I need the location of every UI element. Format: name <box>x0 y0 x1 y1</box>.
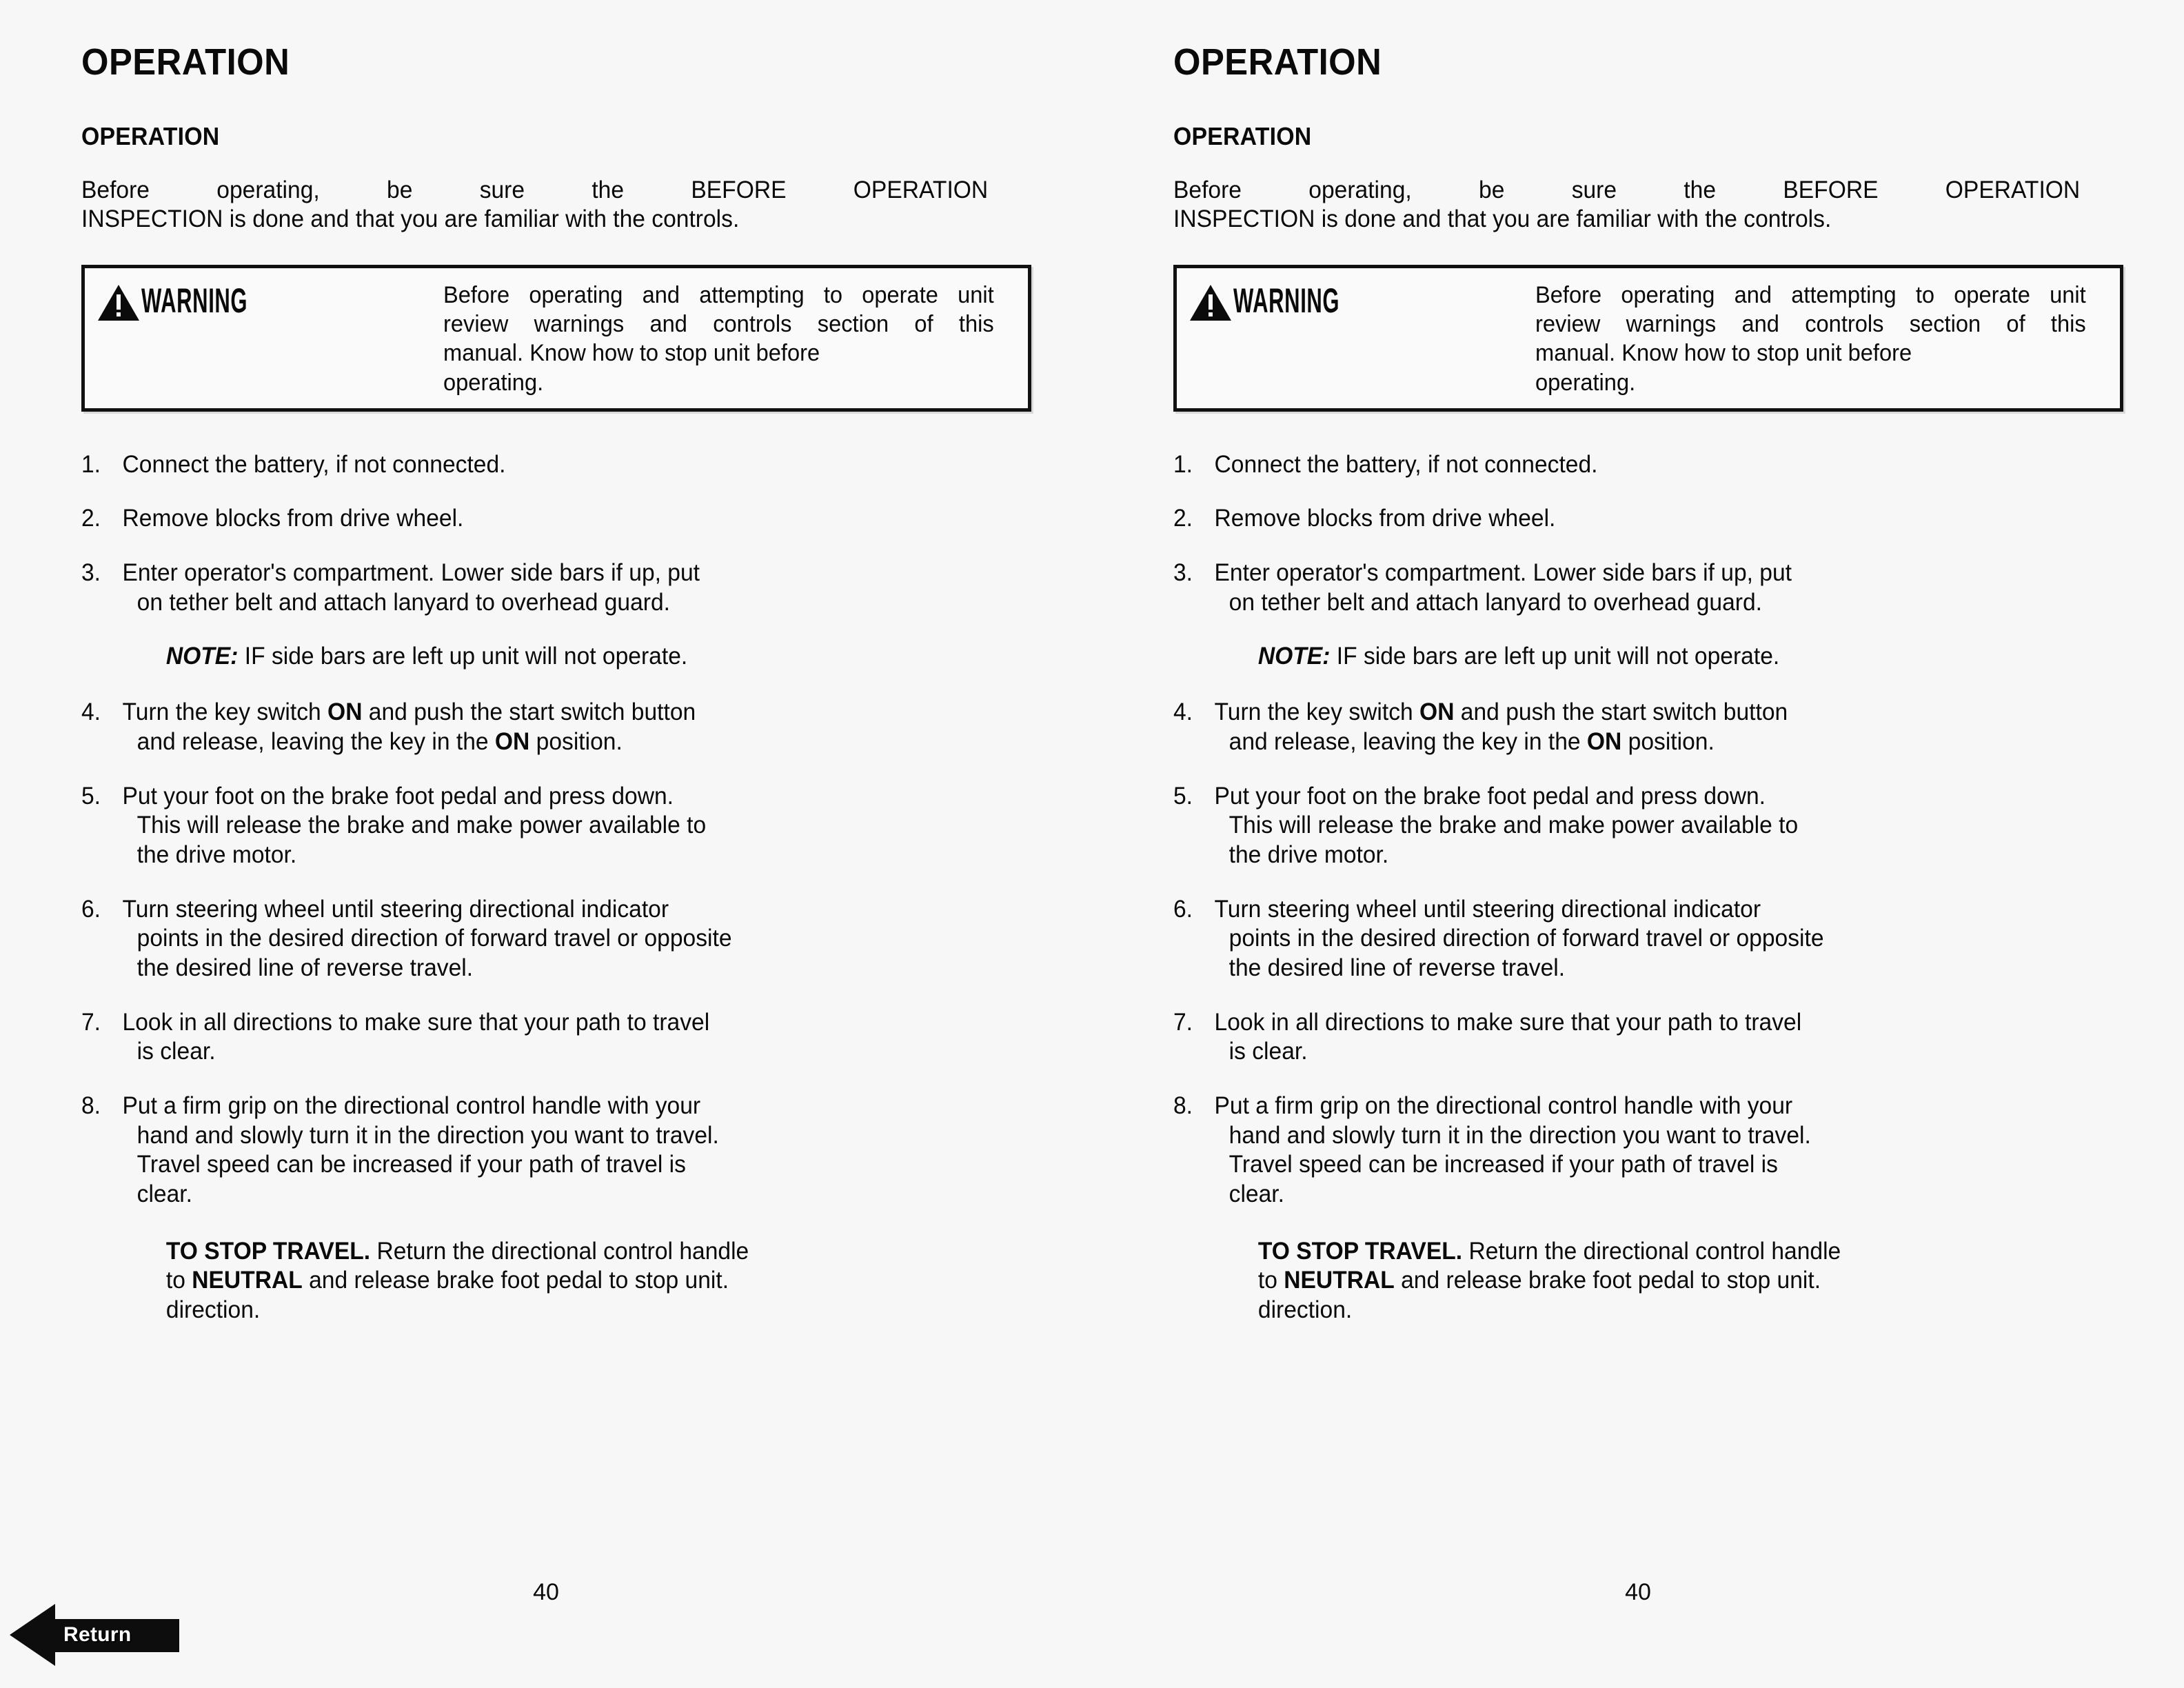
emphasis-text: ON <box>494 727 530 755</box>
chapter-title: OPERATION <box>81 41 290 83</box>
warning-label-group <box>1189 278 1535 322</box>
step-line: Put your foot on the brake foot pedal and press down. <box>1214 782 1766 810</box>
warning-text <box>1535 278 2086 397</box>
step-line: on tether belt and attach lanyard to overhead guard. <box>136 588 670 616</box>
list-item <box>1173 559 2100 617</box>
steps-list <box>1173 450 2138 1209</box>
note-text: IF side bars are left up unit will not operate. <box>1330 643 1780 670</box>
warning-line-3: manual. Know how to stop unit before <box>1535 340 1912 367</box>
list-item <box>1173 895 2100 983</box>
emphasis-text: ON <box>327 699 363 726</box>
warning-text <box>443 278 994 397</box>
stop-line-2-pre: to <box>165 1267 192 1294</box>
page-column-right <box>1092 0 2184 1688</box>
note-paragraph <box>1173 642 2100 672</box>
step-line: Connect the battery, if not connected. <box>122 450 506 478</box>
step-line <box>123 727 1008 757</box>
run-text: and push the start switch button <box>1454 699 1788 726</box>
step-line: points in the desired direction of forward travel or opposite <box>1228 925 1824 952</box>
list-item <box>1173 504 2100 534</box>
stop-line-2-rest: and release brake foot pedal to stop unit. <box>302 1267 729 1294</box>
warning-word: WARNING <box>141 281 248 321</box>
stop-heading: TO STOP TRAVEL. <box>165 1237 371 1265</box>
page-number: 40 <box>533 1579 559 1605</box>
warning-box <box>1173 265 2123 412</box>
return-button[interactable] <box>10 1594 181 1676</box>
step-line: is clear. <box>1228 1038 1308 1065</box>
warning-triangle-icon <box>97 283 140 322</box>
step-line: Look in all directions to make sure that your path to travel <box>122 1008 710 1036</box>
step-line: Remove blocks from drive wheel. <box>122 505 464 532</box>
run-text: and release, leaving the key in the <box>136 727 495 755</box>
run-text: and push the start switch button <box>362 699 696 726</box>
list-item <box>1173 450 2100 480</box>
step-line: the drive motor. <box>1228 841 1389 868</box>
step-line <box>1215 727 2100 757</box>
note-label: NOTE: <box>165 643 239 670</box>
stop-line-1 <box>1258 1237 2119 1267</box>
step-number: 5. <box>1173 782 1193 810</box>
warning-word: WARNING <box>1233 281 1340 321</box>
run-text: position. <box>1621 727 1715 755</box>
list-item <box>1173 1092 2100 1209</box>
return-button-label: Return <box>63 1623 132 1646</box>
step-number: 4. <box>1173 699 1193 726</box>
run-text: Turn the key switch <box>122 699 328 726</box>
stop-line-1-rest: Return the directional control handle <box>370 1237 749 1265</box>
intro-paragraph <box>1173 176 2080 234</box>
run-text: and release, leaving the key in the <box>1228 727 1587 755</box>
step-number: 7. <box>81 1008 101 1036</box>
warning-line-1: Before operating and attempting to operate unit <box>443 282 994 309</box>
step-line: This will release the brake and make power available to <box>1228 812 1799 839</box>
step-line: This will release the brake and make power available to <box>136 812 707 839</box>
step-number: 7. <box>1173 1008 1193 1036</box>
stop-line-2-pre: to <box>1257 1267 1284 1294</box>
step-line: Enter operator's compartment. Lower side bars if up, put <box>122 559 700 587</box>
intro-line-1: Before operating, be sure the BEFORE OPERATION <box>1173 176 2081 203</box>
to-stop-travel-paragraph <box>1173 1237 2119 1325</box>
warning-line-2: review warnings and controls section of this <box>443 311 994 338</box>
list-item <box>1173 698 2100 756</box>
step-line: Travel speed can be increased if your path of travel is <box>1228 1151 1778 1178</box>
to-stop-travel-paragraph <box>81 1237 1027 1325</box>
step-line: the desired line of reverse travel. <box>1228 954 1566 981</box>
stop-line-1 <box>166 1237 1027 1267</box>
stop-line-1-rest: Return the directional control handle <box>1462 1237 1841 1265</box>
step-line: Put a firm grip on the directional control handle with your <box>1214 1092 1793 1119</box>
stop-line-3: direction. <box>165 1296 261 1324</box>
section-title: OPERATION <box>1173 121 1312 150</box>
intro-line-1: Before operating, be sure the BEFORE OPERATION <box>81 176 989 203</box>
stop-neutral-word: NEUTRAL <box>1284 1267 1395 1294</box>
list-item <box>1173 782 2100 870</box>
list-item <box>81 698 1008 756</box>
step-number: 8. <box>81 1092 101 1119</box>
emphasis-text: ON <box>1419 699 1455 726</box>
step-line: Enter operator's compartment. Lower side bars if up, put <box>1214 559 1792 587</box>
step-number: 1. <box>1173 450 1193 478</box>
chapter-title: OPERATION <box>1173 41 1382 83</box>
run-text: Turn the key switch <box>1214 699 1420 726</box>
stop-heading: TO STOP TRAVEL. <box>1257 1237 1463 1265</box>
step-line: clear. <box>136 1180 192 1208</box>
warning-line-3: manual. Know how to stop unit before <box>443 340 820 367</box>
intro-line-2: INSPECTION is done and that you are familiar with the controls. <box>81 205 740 233</box>
section-title: OPERATION <box>81 121 220 150</box>
step-line <box>123 698 1008 727</box>
step-line: the desired line of reverse travel. <box>136 954 474 981</box>
list-item <box>81 782 1008 870</box>
stop-line-2 <box>1258 1266 2119 1296</box>
list-item <box>81 1008 1008 1067</box>
warning-line-1: Before operating and attempting to operate unit <box>1535 282 2086 309</box>
intro-paragraph <box>81 176 988 234</box>
step-number: 2. <box>81 505 101 532</box>
warning-line-4: operating. <box>1535 369 1636 396</box>
step-line: Turn steering wheel until steering directional indicator <box>122 895 669 923</box>
stop-neutral-word: NEUTRAL <box>192 1267 303 1294</box>
step-number: 6. <box>81 895 101 923</box>
step-line: hand and slowly turn it in the direction you want to travel. <box>1228 1121 1811 1149</box>
intro-line-2: INSPECTION is done and that you are familiar with the controls. <box>1173 205 1832 233</box>
steps-list <box>81 450 1046 1209</box>
page-number: 40 <box>1625 1579 1651 1605</box>
step-line: Remove blocks from drive wheel. <box>1214 505 1556 532</box>
warning-line-4: operating. <box>443 369 544 396</box>
warning-line-2: review warnings and controls section of this <box>1535 311 2086 338</box>
step-number: 1. <box>81 450 101 478</box>
step-line: Turn steering wheel until steering directional indicator <box>1214 895 1761 923</box>
note-text: IF side bars are left up unit will not operate. <box>238 643 688 670</box>
step-line: Connect the battery, if not connected. <box>1214 450 1598 478</box>
stop-line-2-rest: and release brake foot pedal to stop unit. <box>1394 1267 1821 1294</box>
step-number: 4. <box>81 699 101 726</box>
emphasis-text: ON <box>1586 727 1622 755</box>
list-item <box>81 559 1008 617</box>
step-line: clear. <box>1228 1180 1284 1208</box>
stop-line-2 <box>166 1266 1027 1296</box>
step-line: is clear. <box>136 1038 216 1065</box>
warning-triangle-icon <box>1189 283 1232 322</box>
step-line: points in the desired direction of forward travel or opposite <box>136 925 732 952</box>
step-number: 3. <box>1173 559 1193 587</box>
step-line: hand and slowly turn it in the direction you want to travel. <box>136 1121 719 1149</box>
list-item <box>81 1092 1008 1209</box>
list-item <box>1173 1008 2100 1067</box>
step-line: on tether belt and attach lanyard to overhead guard. <box>1228 588 1762 616</box>
step-line: Put a firm grip on the directional control handle with your <box>122 1092 701 1119</box>
step-line: the drive motor. <box>136 841 297 868</box>
note-label: NOTE: <box>1257 643 1331 670</box>
step-line: Put your foot on the brake foot pedal and press down. <box>122 782 674 810</box>
list-item <box>81 504 1008 534</box>
stop-line-3: direction. <box>1257 1296 1353 1324</box>
note-paragraph <box>81 642 1008 672</box>
step-number: 5. <box>81 782 101 810</box>
step-number: 6. <box>1173 895 1193 923</box>
warning-label-group <box>97 278 443 322</box>
step-number: 2. <box>1173 505 1193 532</box>
step-line <box>1215 698 2100 727</box>
warning-box <box>81 265 1031 412</box>
step-number: 8. <box>1173 1092 1193 1119</box>
run-text: position. <box>529 727 623 755</box>
list-item <box>81 895 1008 983</box>
step-line: Travel speed can be increased if your path of travel is <box>136 1151 686 1178</box>
step-number: 3. <box>81 559 101 587</box>
step-line: Look in all directions to make sure that your path to travel <box>1214 1008 1802 1036</box>
list-item <box>81 450 1008 480</box>
